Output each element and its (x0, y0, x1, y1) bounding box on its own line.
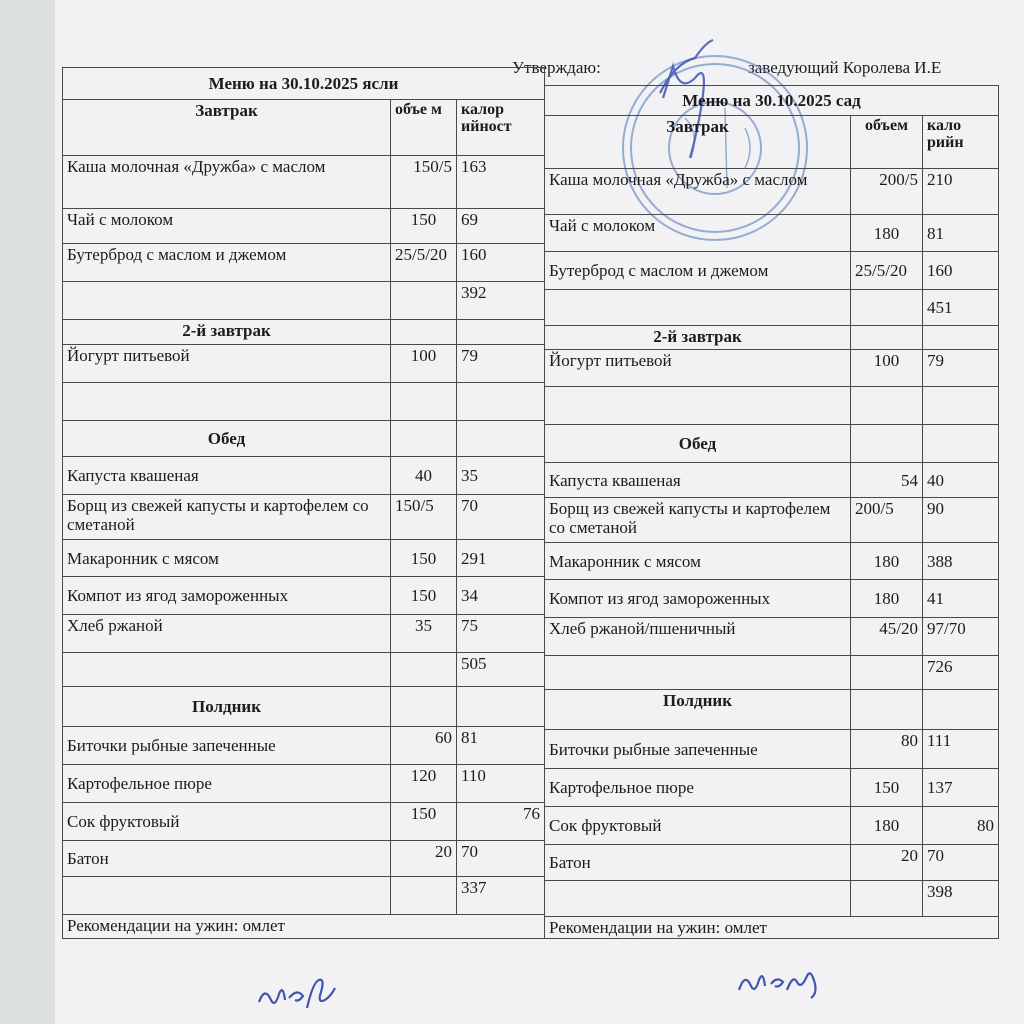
dish-kcal: 80 (923, 807, 999, 845)
dish-volume: 150 (391, 540, 457, 577)
snack-total: 398 (923, 881, 999, 917)
dish-kcal: 35 (457, 457, 545, 495)
nursery-col-calories: калор ийност (457, 100, 545, 156)
dish-volume: 150 (851, 769, 923, 807)
table-row (545, 543, 999, 580)
dish-name: Чай с молоком (63, 209, 391, 244)
dish-name: Сок фруктовый (545, 807, 851, 845)
table-row (63, 727, 545, 765)
dish-kcal: 210 (923, 169, 999, 215)
dish-kcal: 160 (923, 252, 999, 290)
dish-volume: 20 (391, 841, 457, 877)
dish-name: Макаронник с мясом (63, 540, 391, 577)
nursery-dinner-recommendation: Рекомендации на ужин: омлет (63, 915, 545, 939)
dish-volume: 35 (391, 615, 457, 653)
nursery-lunch-title: Обед (63, 421, 391, 457)
dish-volume: 180 (851, 543, 923, 580)
kindergarten-lunch-title: Обед (545, 425, 851, 463)
dish-volume: 180 (851, 215, 923, 252)
dish-volume: 80 (851, 730, 923, 769)
table-row (545, 807, 999, 845)
dish-volume: 45/20 (851, 618, 923, 656)
dish-kcal: 97/70 (923, 618, 999, 656)
nursery-col-meal: Завтрак (63, 100, 391, 156)
dish-kcal: 75 (457, 615, 545, 653)
table-row (63, 841, 545, 877)
left-signature (255, 972, 345, 1017)
table-row (545, 618, 999, 656)
dish-kcal: 34 (457, 577, 545, 615)
dish-kcal: 137 (923, 769, 999, 807)
nursery-title: Меню на 30.10.2025 ясли (63, 68, 545, 100)
dish-name: Бутерброд с маслом и джемом (63, 244, 391, 282)
table-row (63, 156, 545, 209)
dish-name: Борщ из свежей капусты и картофелем со сметаной (545, 498, 851, 543)
table-row (63, 495, 545, 540)
total-row (63, 877, 545, 915)
dish-name: Каша молочная «Дружба» с маслом (545, 169, 851, 215)
total-row (63, 653, 545, 687)
dish-name: Йогурт питьевой (63, 345, 391, 383)
approval-position-name: заведующий Королева И.Е (748, 58, 942, 77)
table-row (545, 845, 999, 881)
dish-name: Батон (63, 841, 391, 877)
right-signature (735, 962, 825, 1002)
kindergarten-col-calories: кало рийн (923, 116, 999, 169)
table-row (63, 209, 545, 244)
dish-volume: 200/5 (851, 498, 923, 543)
dish-kcal: 160 (457, 244, 545, 282)
kindergarten-snack-title: Полдник (545, 690, 851, 730)
dish-kcal: 69 (457, 209, 545, 244)
dish-volume: 60 (391, 727, 457, 765)
dish-name: Борщ из свежей капусты и картофелем со сметаной (63, 495, 391, 540)
table-row (545, 215, 999, 252)
dish-name: Батон (545, 845, 851, 881)
dish-kcal: 79 (923, 350, 999, 387)
table-row (545, 350, 999, 387)
dish-volume: 100 (391, 345, 457, 383)
dish-kcal: 41 (923, 580, 999, 618)
lunch-total: 505 (457, 653, 545, 687)
approval-label: Утверждаю: (512, 58, 601, 77)
nursery-snack-title: Полдник (63, 687, 391, 727)
dish-kcal: 81 (457, 727, 545, 765)
dish-kcal: 163 (457, 156, 545, 209)
total-row (63, 282, 545, 320)
kindergarten-second-breakfast-title: 2-й завтрак (545, 326, 851, 350)
dish-volume: 150/5 (391, 495, 457, 540)
dish-volume: 25/5/20 (851, 252, 923, 290)
table-row (545, 169, 999, 215)
dish-name: Капуста квашеная (545, 463, 851, 498)
dish-name: Бутерброд с маслом и джемом (545, 252, 851, 290)
table-row (63, 457, 545, 495)
dish-kcal: 81 (923, 215, 999, 252)
dish-volume: 25/5/20 (391, 244, 457, 282)
kindergarten-menu-table (544, 85, 999, 939)
dish-volume: 180 (851, 807, 923, 845)
dish-name: Каша молочная «Дружба» с маслом (63, 156, 391, 209)
dish-kcal: 111 (923, 730, 999, 769)
table-row (63, 803, 545, 841)
table-row (63, 345, 545, 383)
dish-volume: 100 (851, 350, 923, 387)
dish-kcal: 291 (457, 540, 545, 577)
dish-kcal: 76 (457, 803, 545, 841)
dish-kcal: 70 (923, 845, 999, 881)
dish-kcal: 110 (457, 765, 545, 803)
dish-name: Компот из ягод замороженных (545, 580, 851, 618)
total-row (545, 290, 999, 326)
nursery-col-volume: объе м (391, 100, 457, 156)
dish-name: Картофельное пюре (545, 769, 851, 807)
table-row (545, 252, 999, 290)
dish-name: Биточки рыбные запеченные (63, 727, 391, 765)
lunch-total: 726 (923, 656, 999, 690)
breakfast-total: 451 (923, 290, 999, 326)
total-row (545, 881, 999, 917)
dish-name: Макаронник с мясом (545, 543, 851, 580)
kindergarten-col-meal: Завтрак (545, 116, 851, 169)
dish-volume: 150 (391, 577, 457, 615)
table-row (63, 615, 545, 653)
dish-name: Картофельное пюре (63, 765, 391, 803)
dish-kcal: 90 (923, 498, 999, 543)
dish-volume: 120 (391, 765, 457, 803)
dish-name: Компот из ягод замороженных (63, 577, 391, 615)
dish-volume: 54 (851, 463, 923, 498)
dish-kcal: 70 (457, 495, 545, 540)
table-row (63, 540, 545, 577)
table-row (63, 244, 545, 282)
table-row (63, 765, 545, 803)
dish-name: Йогурт питьевой (545, 350, 851, 387)
kindergarten-dinner-recommendation: Рекомендации на ужин: омлет (545, 917, 999, 939)
table-row (545, 730, 999, 769)
dish-volume: 200/5 (851, 169, 923, 215)
dish-name: Капуста квашеная (63, 457, 391, 495)
dish-name: Хлеб ржаной/пшеничный (545, 618, 851, 656)
dish-volume: 150 (391, 209, 457, 244)
table-row (63, 577, 545, 615)
table-row (545, 498, 999, 543)
dish-name: Биточки рыбные запеченные (545, 730, 851, 769)
dish-volume: 150/5 (391, 156, 457, 209)
table-row (545, 580, 999, 618)
breakfast-total: 392 (457, 282, 545, 320)
kindergarten-title: Меню на 30.10.2025 сад (545, 86, 999, 116)
snack-total: 337 (457, 877, 545, 915)
total-row (545, 656, 999, 690)
dish-kcal: 40 (923, 463, 999, 498)
dish-volume: 20 (851, 845, 923, 881)
dish-volume: 180 (851, 580, 923, 618)
dish-name: Хлеб ржаной (63, 615, 391, 653)
kindergarten-col-volume: объем (851, 116, 923, 169)
table-row (545, 463, 999, 498)
table-row (545, 769, 999, 807)
dish-kcal: 388 (923, 543, 999, 580)
dish-name: Чай с молоком (545, 215, 851, 252)
dish-name: Сок фруктовый (63, 803, 391, 841)
nursery-menu-table (62, 67, 545, 939)
dish-volume: 150 (391, 803, 457, 841)
dish-kcal: 70 (457, 841, 545, 877)
nursery-second-breakfast-title: 2-й завтрак (63, 320, 391, 345)
dish-kcal: 79 (457, 345, 545, 383)
dish-volume: 40 (391, 457, 457, 495)
